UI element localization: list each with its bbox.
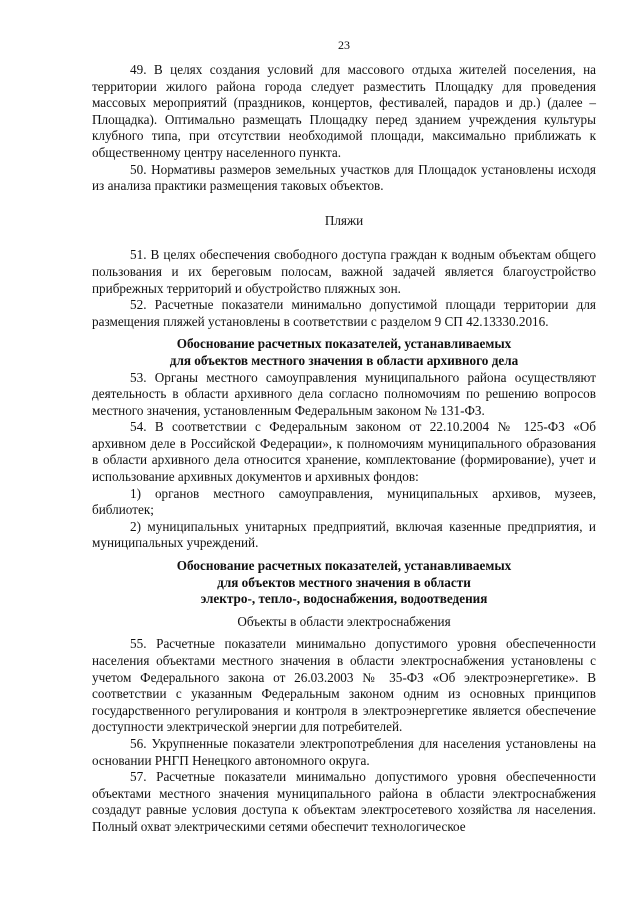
page-number: 23 — [338, 38, 350, 52]
paragraph-57: 57. Расчетные показатели минимально допустимого уровня обеспеченности объектами местного значения муниципального района в области электроснабжения создадут равные условия доступа к объектам электросетевого хозяйства ля населения. Полный охват электрическими сетями обеспечит технологическое — [92, 769, 596, 834]
paragraph-49: 49. В целях создания условий для массового отдыха жителей поселения, на территории жилого района города следует разместить Площадку для проведения массовых мероприятий (праздников, концертов, фестивалей, парадов и др.) (далее – Площадка). Оптимально размещать Площадку перед зданием учреждения культуры клубного типа, при отсутствии необходимой площади, максимально приближать к общественному центру населенного пункта. — [92, 62, 596, 160]
paragraph-55: 55. Расчетные показатели минимально допустимого уровня обеспеченности населения объектами местного значения в области электроснабжения установлены с учетом Федерального закона от 26.03.2003 № 35-ФЗ «Об электроэнергетике». В соответствии с указанным Федеральным законом одним из основных принципов государственного регулирования и контроля в электроэнергетике является обеспечение доступности электрической энергии для потребителей. — [92, 636, 596, 735]
section-heading-energy-line-2: для объектов местного значения в области — [217, 574, 471, 590]
subsection-heading-electro: Объекты в области электроснабжения — [237, 613, 451, 629]
section-heading-archive-line-2: для объектов местного значения в области архивного дела — [169, 352, 519, 368]
section-heading-energy-line-3: электро-, тепло-, водоснабжения, водоотведения — [200, 591, 488, 607]
section-heading-archive-line-1: Обоснование расчетных показателей, устанавливаемых — [176, 336, 512, 352]
section-heading-beaches: Пляжи — [324, 212, 364, 228]
paragraph-54-item-1: 1) органов местного самоуправления, муниципальных архивов, музеев, библиотек; — [92, 485, 596, 518]
paragraph-56: 56. Укрупненные показатели электропотребления для населения установлены на основании РНГП Ненецкого автономного округа. — [92, 735, 596, 768]
paragraph-53: 53. Органы местного самоуправления муниципального района осуществляют деятельность в области архивного дела согласно полномочиям по решению вопросов местного значения, установленным Федеральным законом № 131-ФЗ. — [92, 369, 596, 418]
paragraph-54-item-2: 2) муниципальных унитарных предприятий, включая казенные предприятия, и муниципальных учреждений. — [92, 518, 596, 551]
paragraph-51: 51. В целях обеспечения свободного доступа граждан к водным объектам общего пользования и их береговым полосам, важной задачей является благоустройство прибрежных территорий и обустройство пляжных зон. — [92, 247, 596, 296]
paragraph-54: 54. В соответствии с Федеральным законом от 22.10.2004 № 125-ФЗ «Об архивном деле в Российской Федерации», к полномочиям муниципального образования в области архивного дела относится хранение, комплектование (формирование), учет и использование архивных документов и архивных фондов: — [92, 419, 596, 485]
paragraph-52: 52. Расчетные показатели минимально допустимой площади территории для размещения пляжей установлены в соответствии с разделом 9 СП 42.13330.2016. — [92, 297, 596, 329]
paragraph-50: 50. Нормативы размеров земельных участков для Площадок установлены исходя из анализа практики размещения таковых объектов. — [92, 161, 596, 194]
section-heading-energy-line-1: Обоснование расчетных показателей, устанавливаемых — [176, 558, 512, 574]
